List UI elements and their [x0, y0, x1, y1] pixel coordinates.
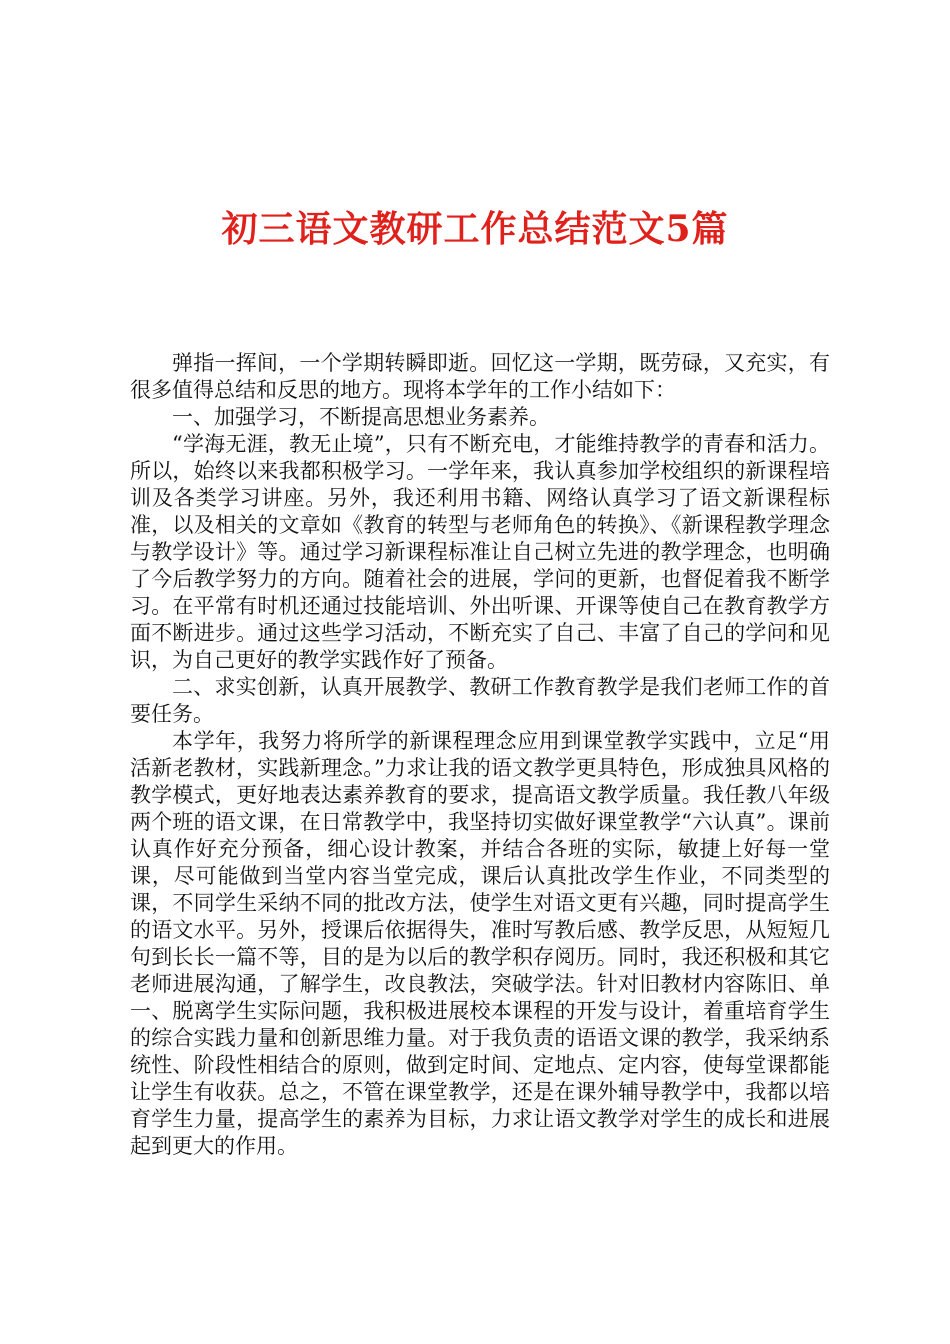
- paragraph-study: “学海无涯，教无止境”，只有不断充电，才能维持教学的青春和活力。所以，始终以来我都积极学习。一学年来，我认真参加学校组织的新课程培训及各类学习讲座。另外，我还利用书籍、网络认真学习了语文新课程标准，以及相关的文章如《教育的转型与老师角色的转换》、《新课程教学理念与教学设计》等。通过学习新课程标准让自己树立先进的教学理念，也明确了今后教学努力的方向。随着社会的进展，学问的更新，也督促着我不断学习。在平常有时机还通过技能培训、外出听课、开课等使自己在教育教学方面不断进步。通过这些学习活动，不断充实了自己、丰富了自己的学问和见识，为自己更好的教学实践作好了预备。: [130, 432, 830, 672]
- paragraph-heading-1: 一、加强学习，不断提高思想业务素养。: [172, 405, 550, 429]
- paragraph-heading-2: 二、求实创新，认真开展教学、教研工作教育教学是我们老师工作的首要任务。: [130, 675, 830, 726]
- paragraph-intro: 弹指一挥间，一个学期转瞬即逝。回忆这一学期，既劳碌，又充实，有很多值得总结和反思的地方。现将本学年的工作小结如下：: [130, 351, 830, 402]
- document-body: [130, 350, 830, 1160]
- document-title: 初三语文教研工作总结范文5篇: [221, 208, 729, 251]
- paragraph-teaching: 本学年，我努力将所学的新课程理念应用到课堂教学实践中，立足“用活新老教材，实践新理念。”力求让我的语文教学更具特色，形成独具风格的教学模式，更好地表达素养教育的要求，提高语文教学质量。我任教八年级两个班的语文课，在日常教学中，我坚持切实做好课堂教学“六认真”。课前认真作好充分预备，细心设计教案，并结合各班的实际，敏捷上好每一堂课，尽可能做到当堂内容当堂完成，课后认真批改学生作业，不同类型的课，不同学生采纳不同的批改方法，使学生对语文更有兴趣，同时提高学生的语文水平。另外，授课后依据得失，准时写教后感、教学反思，从短短几句到长长一篇不等，目的是为以后的教学积存阅历。同时，我还积极和其它老师进展沟通，了解学生，改良教法，突破学法。针对旧教材内容陈旧、单一、脱离学生实际问题，我积极进展校本课程的开发与设计，着重培育学生的综合实践力量和创新思维力量。对于我负责的语语文课的教学，我采纳系统性、阶段性相结合的原则，做到定时间、定地点、定内容，使每堂课都能让学生有收获。总之，不管在课堂教学，还是在课外辅导教学中，我都以培育学生力量，提高学生的素养为目标，力求让语文教学对学生的成长和进展起到更大的作用。: [130, 729, 830, 1158]
